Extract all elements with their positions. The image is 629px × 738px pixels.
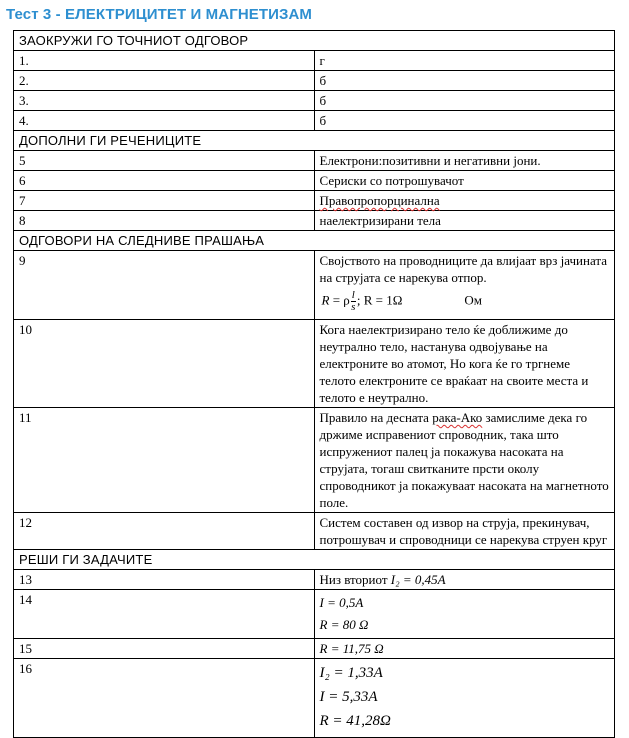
unit-label: Ом [464, 292, 482, 308]
formula-line: R = 80 Ω [319, 617, 369, 632]
row-number: 5 [14, 151, 315, 171]
answer-text: Низ вториот [319, 572, 391, 587]
table-row [14, 570, 615, 590]
row-number: 16 [14, 659, 315, 738]
row-answer: Систем составен од извор на струја, прекинувач, потрошувач и спроводници се нарекува струен круг [314, 513, 615, 550]
table-row [14, 251, 615, 320]
table-row [14, 71, 615, 91]
row-answer: б [314, 71, 615, 91]
answer-text-end: замислиме дека го држиме исправениот спроводник, така што испружениот палец ја покажува насоката на струјата, тогаш свитканите прсти околу спроводникот ја покажуваат насоката на магнетното поле. [319, 410, 609, 510]
formula-line: R = 41,28Ω [319, 713, 391, 729]
row-number: 15 [14, 639, 315, 659]
row-answer [314, 191, 615, 211]
row-number: 2. [14, 71, 315, 91]
fraction-denominator: s [351, 301, 356, 313]
row-answer [314, 251, 615, 320]
section-complete-heading: ДОПОЛНИ ГИ РЕЧЕНИЦИТЕ [14, 131, 615, 151]
answer-text: Својството на проводниците да влијаат врз јачината на струјата се нарекува отпор. [319, 253, 608, 285]
spellcheck-word: Правопропорцинална [319, 193, 440, 208]
formula-r: R [321, 292, 330, 308]
table-row [14, 211, 615, 231]
section-header-row [14, 31, 615, 51]
table-row [14, 91, 615, 111]
table-row [14, 111, 615, 131]
table-row [14, 590, 615, 639]
page-title: Тест 3 - ЕЛЕКТРИЦИТЕТ И МАГНЕТИЗАМ [6, 6, 313, 23]
row-number: 10 [14, 320, 315, 408]
table-row [14, 171, 615, 191]
row-answer: Електрони:позитивни и негативни јони. [314, 151, 615, 171]
table-row [14, 51, 615, 71]
row-answer [314, 408, 615, 513]
table-row [14, 659, 615, 738]
answers-table [13, 30, 615, 738]
row-answer: R = 11,75 Ω [314, 639, 615, 659]
section-circle-heading: ЗАОКРУЖИ ГО ТОЧНИОТ ОДГОВОР [14, 31, 615, 51]
row-number: 14 [14, 590, 315, 639]
fraction [351, 290, 356, 313]
row-number: 11 [14, 408, 315, 513]
table-row [14, 151, 615, 171]
section-answer-heading: ОДГОВОРИ НА СЛЕДНИВЕ ПРАШАЊА [14, 231, 615, 251]
row-answer: б [314, 91, 615, 111]
row-answer [314, 570, 615, 590]
row-number: 7 [14, 191, 315, 211]
formula-line: I₂ = 1,33A [319, 665, 383, 681]
row-answer: наелектризирани тела [314, 211, 615, 231]
row-number: 3. [14, 91, 315, 111]
row-answer: Сериски со потрошувачот [314, 171, 615, 191]
row-number: 13 [14, 570, 315, 590]
row-answer: г [314, 51, 615, 71]
fraction-numerator: l [351, 289, 355, 301]
row-number: 6 [14, 171, 315, 191]
section-header-row [14, 550, 615, 570]
spellcheck-word: рака-Ако [432, 410, 483, 425]
section-header-row [14, 231, 615, 251]
formula: I₂ = 0,45A [390, 572, 446, 587]
formula-line [320, 290, 610, 313]
row-answer: б [314, 111, 615, 131]
row-number: 9 [14, 251, 315, 320]
row-number: 12 [14, 513, 315, 550]
formula-line: I = 0,5A [319, 595, 364, 610]
section-header-row [14, 131, 615, 151]
section-solve-heading: РЕШИ ГИ ЗАДАЧИТЕ [14, 550, 615, 570]
row-answer [314, 659, 615, 738]
row-answer: Кога наелектризирано тело ќе доближиме до неутрално тело, настанува одвојување на електроните во атомот, Но кога ќе го тргнеме телото електроните се враќаат на своите места и телото е неутрално. [314, 320, 615, 408]
row-answer [314, 590, 615, 639]
formula-rest: ; R = 1Ω [356, 292, 403, 308]
answer-text-start: Правило на десната [319, 410, 433, 425]
table-row [14, 320, 615, 408]
row-number: 8 [14, 211, 315, 231]
formula-eq: = ρ [329, 292, 350, 308]
formula-line: I = 5,33A [319, 689, 378, 705]
row-number: 1. [14, 51, 315, 71]
table-row [14, 408, 615, 513]
table-row [14, 639, 615, 659]
table-row [14, 191, 615, 211]
table-row [14, 513, 615, 550]
row-number: 4. [14, 111, 315, 131]
